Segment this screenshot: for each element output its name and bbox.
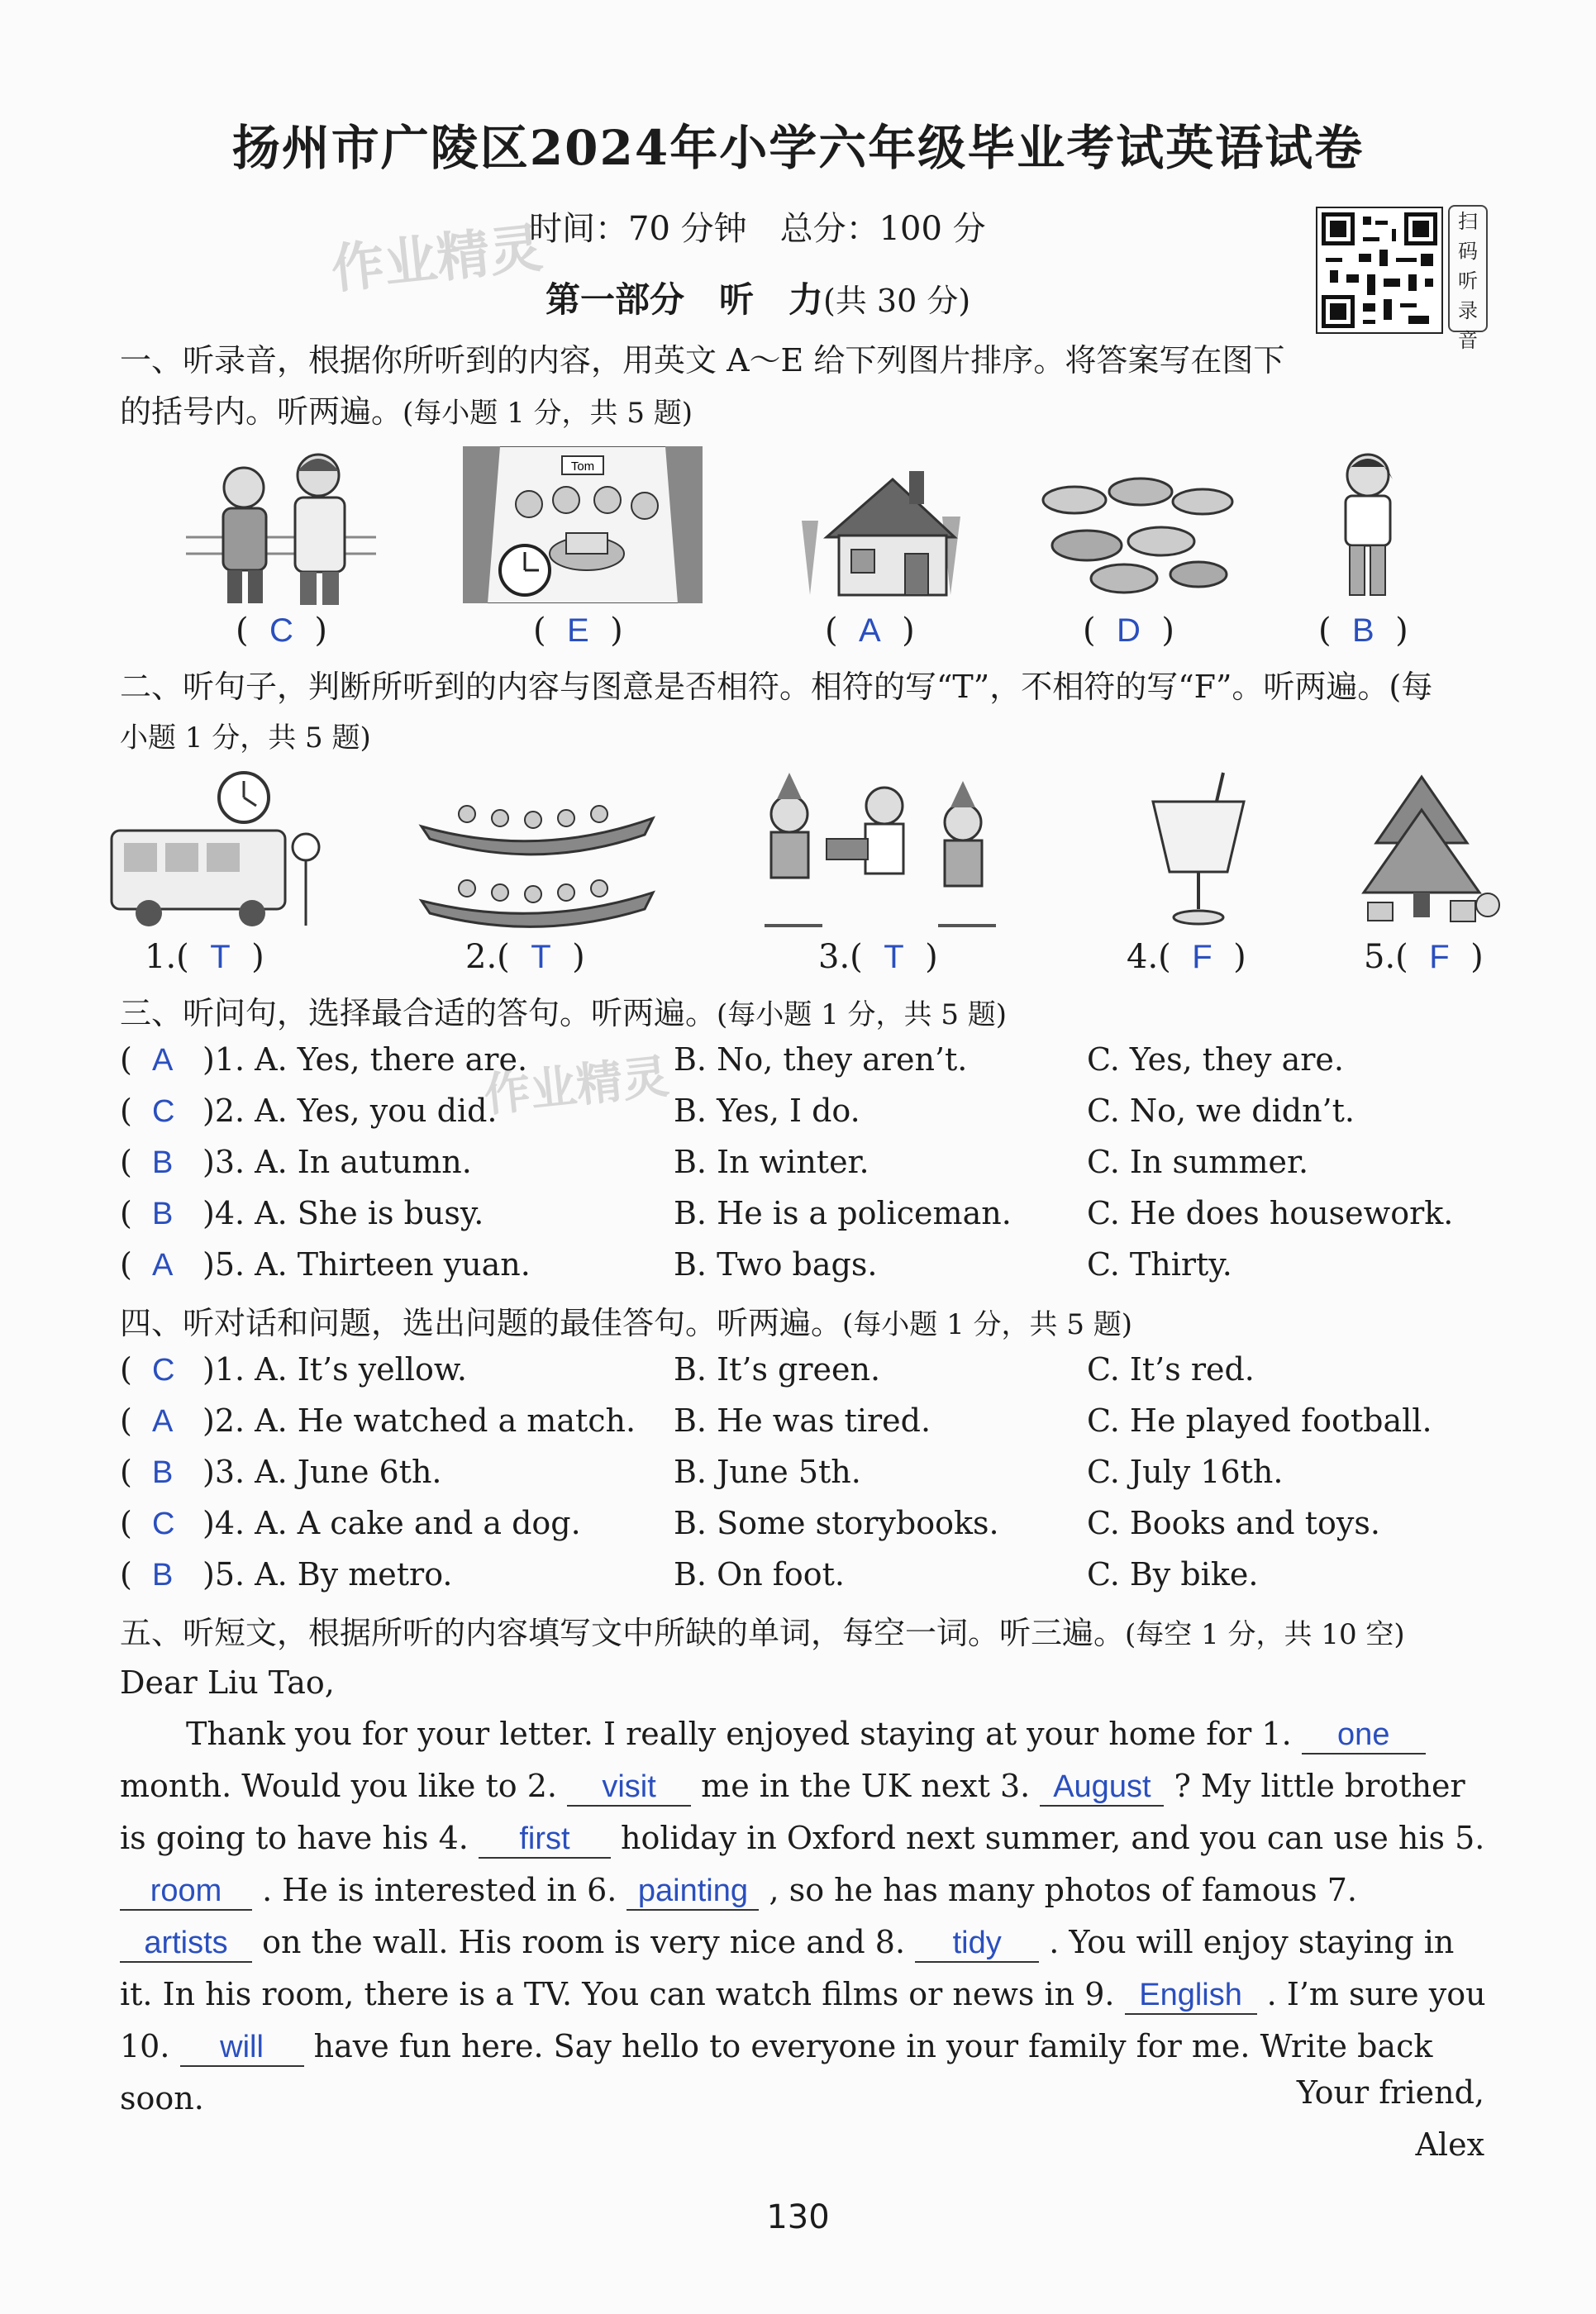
s3-q3-option-a: )3. A. In autumn. <box>202 1144 472 1180</box>
section-2-instructions <box>120 661 1492 764</box>
watermark-2: 作业精灵 <box>481 1050 672 1123</box>
s3-q2-option-b: B. Yes, I do. <box>674 1093 860 1129</box>
watermark: 作业精灵 <box>328 217 545 302</box>
s4-q1-option-a: )1. A. It’s yellow. <box>202 1351 467 1388</box>
section-2-line2: 小题 1 分，共 5 题) <box>120 721 371 755</box>
two-boys-picture <box>186 446 376 607</box>
s2-answer-4: F <box>1192 939 1212 975</box>
blank-7[interactable]: artists <box>120 1925 252 1963</box>
s4-question-3 <box>120 1454 1508 1503</box>
s3-question-5 <box>120 1246 1508 1296</box>
passage-text-7: on the wall. His room is very nice and 8. <box>262 1924 906 1960</box>
s3-q1-answer-text: A <box>151 1043 174 1078</box>
s3-q1-option-c: C. Yes, they are. <box>1087 1041 1344 1078</box>
blank-6[interactable]: painting <box>626 1873 759 1911</box>
passage-text-1: month. Would you like to 2. <box>120 1768 557 1804</box>
qr-code[interactable] <box>1316 207 1443 334</box>
s2-num-3: 3. <box>818 938 850 976</box>
dishes-picture <box>1037 442 1236 599</box>
s4-q1-answer[interactable]: ( C <box>120 1351 175 1388</box>
s3-q1-option-a: )1. A. Yes, there are. <box>202 1041 528 1078</box>
s4-question-5 <box>120 1556 1508 1606</box>
s3-q4-option-c: C. He does housework. <box>1087 1195 1454 1231</box>
section-4-note: (每小题 1 分，共 5 题) <box>842 1308 1133 1341</box>
exam-meta: 时间：70 分钟 总分：100 分 <box>529 210 986 248</box>
s2-item-2[interactable]: 2.( T ) <box>465 938 585 976</box>
passage-text-10: have fun here. Say hello to everyone in your family for me. Write back soon. <box>120 2028 1433 2116</box>
s1-answer-3-text: A <box>859 612 881 649</box>
s3-q4-answer-text: B <box>151 1197 174 1231</box>
s4-q4-option-b: B. Some storybooks. <box>674 1505 999 1541</box>
section-1-line2: 的括号内。听两遍。 <box>120 393 403 430</box>
s2-num-5: 5. <box>1364 938 1396 976</box>
s4-q3-option-a: )3. A. June 6th. <box>202 1454 442 1490</box>
section-3-title: 三、听问句，选择最合适的答句。听两遍。 <box>120 995 717 1031</box>
s3-q1-answer[interactable]: ( A <box>120 1041 174 1078</box>
s4-q1-answer-text: C <box>151 1353 175 1388</box>
girl-picture <box>1322 442 1413 607</box>
s1-answer-3[interactable]: ( A ) <box>825 612 915 650</box>
s2-answer-5: F <box>1429 939 1450 975</box>
s4-q4-option-a: )4. A. A cake and a dog. <box>202 1505 581 1541</box>
passage-text-6: , so he has many photos of famous 7. <box>769 1872 1357 1908</box>
s4-question-2 <box>120 1402 1508 1452</box>
page-title: 扬州市广陵区2024年小学六年级毕业考试英语试卷 <box>231 120 1365 176</box>
s3-q5-answer-text: A <box>151 1248 174 1283</box>
s4-q2-option-a: )2. A. He watched a match. <box>202 1402 636 1439</box>
section-4-title: 四、听对话和问题，选出问题的最佳答句。听两遍。 <box>120 1305 843 1341</box>
passage-text-5: . He is interested in 6. <box>262 1872 617 1908</box>
s4-q3-option-c: C. July 16th. <box>1087 1454 1284 1490</box>
blank-8[interactable]: tidy <box>915 1925 1039 1963</box>
s3-question-4 <box>120 1195 1508 1245</box>
s3-q3-answer[interactable]: ( B <box>120 1144 174 1180</box>
s3-q2-option-a: )2. A. Yes, you did. <box>202 1093 498 1129</box>
s2-num-4: 4. <box>1127 938 1159 976</box>
s4-q1-option-c: C. It’s red. <box>1087 1351 1255 1388</box>
s2-answer-1: T <box>210 939 231 975</box>
s3-q2-answer-text: C <box>151 1094 175 1129</box>
s4-q3-answer-text: B <box>151 1455 174 1490</box>
s4-q4-answer[interactable]: ( C <box>120 1505 175 1541</box>
blank-4[interactable]: first <box>479 1821 611 1859</box>
s3-q2-answer[interactable]: ( C <box>120 1093 175 1129</box>
s4-q2-option-c: C. He played football. <box>1087 1402 1432 1439</box>
qr-code-icon <box>1317 208 1441 332</box>
s1-answer-1[interactable]: ( C ) <box>236 612 327 650</box>
section-1-line2-wrap <box>120 386 1492 439</box>
s4-q2-option-b: B. He was tired. <box>674 1402 931 1439</box>
letter-closing: Your friend, <box>1296 2074 1484 2111</box>
section-5-title: 五、听短文，根据所听的内容填写文中所缺的单词，每空一词。听三遍。 <box>120 1615 1126 1651</box>
s4-q2-answer[interactable]: ( A <box>120 1402 174 1439</box>
letter-greeting: Dear Liu Tao, <box>120 1664 335 1701</box>
section-4-heading <box>120 1297 1492 1350</box>
letter-body <box>120 1708 1492 2125</box>
glass-of-juice-picture <box>1145 764 1252 930</box>
section-2-line1: 二、听句子，判断所听到的内容与图意是否相符。相符的写“T”，不相符的写“F”。听两遍。(每 <box>120 669 1433 705</box>
s3-q4-option-b: B. He is a policeman. <box>674 1195 1012 1231</box>
section-5-note: (每空 1 分，共 10 空) <box>1125 1618 1405 1651</box>
blank-10[interactable]: will <box>180 2029 304 2067</box>
s2-item-4[interactable]: 4.( F ) <box>1127 938 1246 976</box>
s1-answer-4[interactable]: ( D ) <box>1083 612 1174 650</box>
s3-q4-option-a: )4. A. She is busy. <box>202 1195 484 1231</box>
s4-q5-option-b: B. On foot. <box>674 1556 845 1593</box>
section-3-note: (每小题 1 分，共 5 题) <box>717 998 1008 1031</box>
s3-q2-option-c: C. No, we didn’t. <box>1087 1093 1355 1129</box>
passage-text-4: holiday in Oxford next summer, and you can use his 5. <box>621 1820 1485 1856</box>
qr-note: 扫码听录音 <box>1448 205 1488 332</box>
s4-q1-option-b: B. It’s green. <box>674 1351 881 1388</box>
blank-5[interactable]: room <box>120 1873 252 1911</box>
s4-question-4 <box>120 1505 1508 1555</box>
s3-q5-answer[interactable]: ( A <box>120 1246 174 1283</box>
dragon-boats-picture <box>417 769 657 934</box>
s2-item-1[interactable]: 1.( T ) <box>145 938 264 976</box>
passage-text-9: . I’m sure you 10. <box>120 1976 1486 2064</box>
s4-q5-option-a: )5. A. By metro. <box>202 1556 453 1593</box>
s4-q5-answer[interactable]: ( B <box>120 1556 174 1593</box>
s4-q2-answer-text: A <box>151 1404 174 1439</box>
s1-answer-5-text: B <box>1352 612 1374 649</box>
section-3-heading <box>120 988 1492 1040</box>
children-gift-picture <box>740 773 1017 930</box>
s3-question-3 <box>120 1144 1508 1193</box>
passage-text-3: ? My little brother is going to have his 4. <box>120 1768 1465 1856</box>
s3-q5-option-b: B. Two bags. <box>674 1246 878 1283</box>
s4-q4-option-c: C. Books and toys. <box>1087 1505 1380 1541</box>
section-1-line1: 一、听录音，根据你所听到的内容，用英文 A～E 给下列图片排序。将答案写在图下 <box>120 342 1285 379</box>
part-heading <box>545 273 970 322</box>
page-number: 130 <box>766 2198 830 2236</box>
s4-q5-option-c: C. By bike. <box>1087 1556 1259 1593</box>
s1-answer-4-text: D <box>1117 612 1141 649</box>
s2-item-3[interactable]: 3.( T ) <box>818 938 938 976</box>
s1-answer-1-text: C <box>269 612 293 649</box>
s2-answer-3: T <box>884 939 904 975</box>
s3-q3-option-b: B. In winter. <box>674 1144 869 1180</box>
bus-picture <box>107 764 322 930</box>
s3-question-1 <box>120 1041 1508 1091</box>
s4-question-1 <box>120 1351 1508 1401</box>
s4-q3-option-b: B. June 5th. <box>674 1454 861 1490</box>
s3-q5-option-c: C. Thirty. <box>1087 1246 1232 1283</box>
s3-question-2 <box>120 1093 1508 1142</box>
section-1-note: (每小题 1 分，共 5 题) <box>403 397 693 430</box>
blank-2[interactable]: visit <box>567 1769 691 1807</box>
part-score: (共 30 分) <box>823 283 971 319</box>
s3-q1-option-b: B. No, they aren’t. <box>674 1041 968 1078</box>
s4-q4-answer-text: C <box>151 1507 175 1541</box>
s3-q3-option-c: C. In summer. <box>1087 1144 1309 1180</box>
blank-1[interactable]: one <box>1302 1716 1426 1755</box>
s4-q5-answer-text: B <box>151 1558 174 1593</box>
passage-text-8: . You will enjoy staying in it. In his room, there is a TV. You can watch films or news in 9. <box>120 1924 1455 2012</box>
s3-q3-answer-text: B <box>151 1145 174 1180</box>
blank-9[interactable]: English <box>1125 1977 1257 2015</box>
part-title: 第一部分 听 力 <box>545 279 824 320</box>
s2-num-1: 1. <box>145 938 177 976</box>
s2-item-5[interactable]: 5.( F ) <box>1364 938 1484 976</box>
s1-answer-5[interactable]: ( B ) <box>1318 612 1408 650</box>
birthday-party-picture <box>463 446 703 603</box>
s1-answer-2-text: E <box>567 612 589 649</box>
s2-answer-2: T <box>531 939 551 975</box>
s4-q3-answer[interactable]: ( B <box>120 1454 174 1490</box>
section-5-heading <box>120 1607 1492 1660</box>
s3-q5-option-a: )5. A. Thirteen yuan. <box>202 1246 531 1283</box>
house-picture <box>777 446 984 603</box>
section-1-instructions <box>120 335 1492 439</box>
letter-signature: Alex <box>1415 2126 1484 2163</box>
s3-q4-answer[interactable]: ( B <box>120 1195 174 1231</box>
s2-num-2: 2. <box>465 938 498 976</box>
party-sign-text: Tom <box>570 459 595 474</box>
blank-3[interactable]: August <box>1040 1769 1164 1807</box>
passage-text-0: Thank you for your letter. I really enjoyed staying at your home for 1. <box>186 1716 1292 1752</box>
christmas-tree-picture <box>1360 769 1500 930</box>
s1-answer-2[interactable]: ( E ) <box>533 612 623 650</box>
passage-text-2: me in the UK next 3. <box>701 1768 1031 1804</box>
